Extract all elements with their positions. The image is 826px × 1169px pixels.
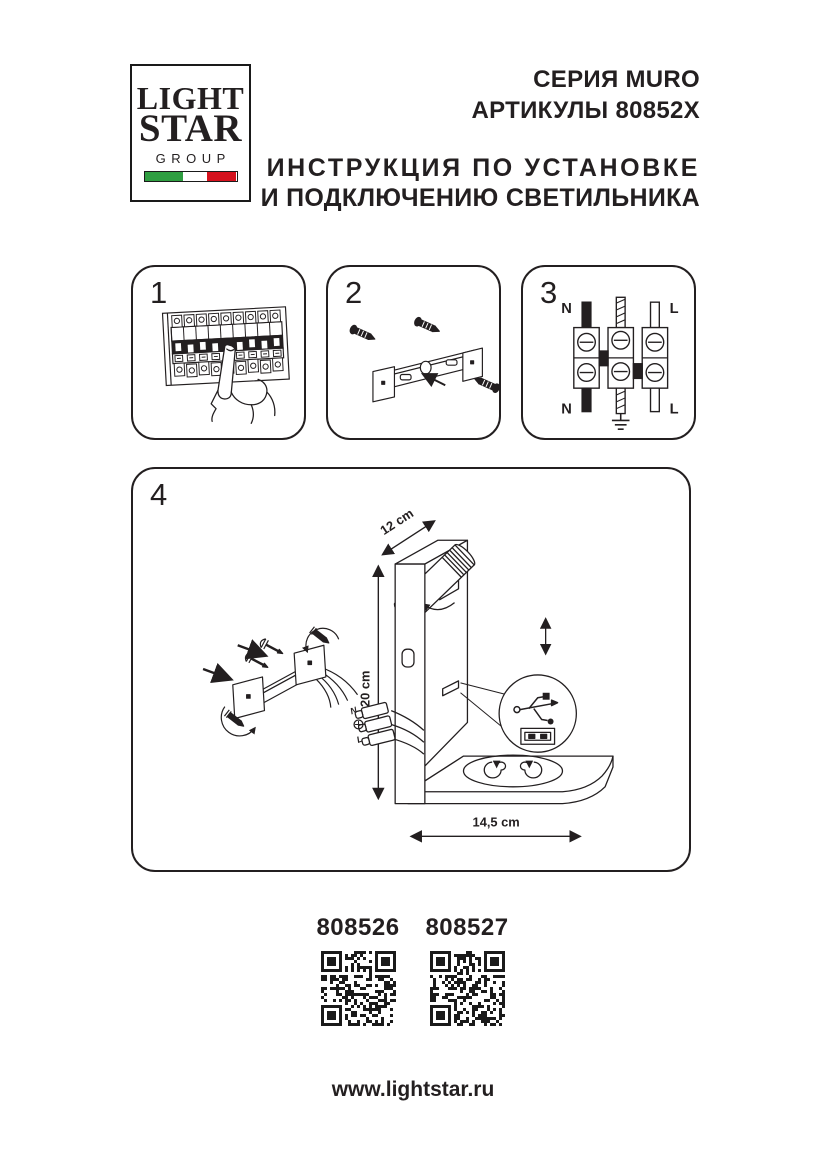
articles-title: АРТИКУЛЫ 80852X [471,97,700,124]
flag-red-segment [207,172,236,181]
step-4-box [131,467,691,872]
mounting-bracket-illustration [328,267,499,438]
dim-depth-label: 12 cm [377,505,417,538]
flag-white-segment [183,172,207,181]
qr-code [430,951,505,1026]
logo-word-light: LIGHT [136,80,245,117]
lamp-assembly-illustration [133,469,689,870]
website-url: www.lightstar.ru [331,1078,495,1101]
lightstar-logo [130,64,251,202]
label-n-bottom: N [561,401,572,418]
instruction-title-line1: ИНСТРУКЦИЯ ПО УСТАНОВКЕ [266,154,700,182]
neutral-wire-bottom [582,388,591,411]
label-l-bottom: L [669,401,679,418]
instruction-title-line2: И ПОДКЛЮЧЕНИЮ СВЕТИЛЬНИКА [260,184,700,212]
article-number: 808526 [316,914,400,941]
italian-flag-bar [144,171,238,182]
shelf [408,756,613,804]
switch [402,649,414,667]
wall-bracket [373,348,482,402]
connector-label-l: L [355,733,364,745]
usb-port-icon [521,728,555,744]
usb-magnifier [499,675,576,752]
dim-width-label: 14,5 cm [472,814,520,830]
step-1-number: 1 [150,275,168,310]
step-3-number: 3 [540,275,558,310]
connector-label-n: N [348,704,359,717]
line-wire-top [651,302,660,327]
step-4-number: 4 [150,477,168,512]
earth-wire-top [616,297,625,327]
terminal-block [574,328,668,389]
logo-word-star: STAR [138,107,243,151]
label-n-top: N [561,300,572,317]
terminal-wiring-illustration [523,267,694,438]
dim-height-label: 20 cm [357,670,373,708]
product-808527 [412,914,522,1026]
line-wire-bottom [651,388,660,411]
step-2-number: 2 [345,275,363,310]
flag-green-segment [145,172,184,181]
label-l-top: L [669,300,679,317]
product-808526 [303,914,413,1026]
qr-code [321,951,396,1026]
wall-lamp [354,540,613,803]
step-1-box [131,265,306,440]
earth-wire-bottom [612,388,630,429]
step-2-box [326,265,501,440]
header-block [261,64,700,213]
neutral-wire-top [582,302,591,327]
screw [413,317,441,336]
exploded-bracket [203,627,357,736]
article-number: 808527 [425,914,509,941]
series-title: СЕРИЯ MURO [533,66,700,93]
circuit-breaker-illustration [133,267,304,438]
logo-word-group: GROUP [155,150,231,166]
screw [349,324,377,343]
step-3-box [521,265,696,440]
